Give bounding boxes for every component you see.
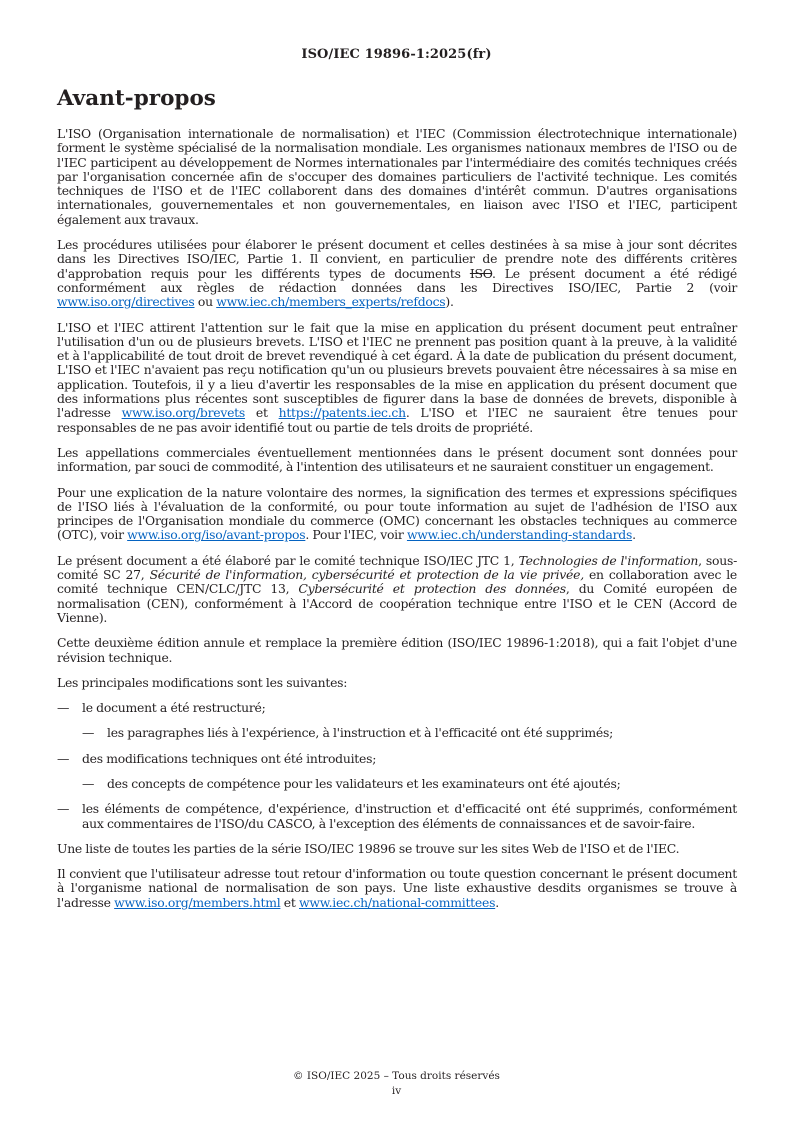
page-title: Avant-propos [57,86,216,111]
paragraph-6: Le présent document a été élaboré par le comité technique ISO/IEC JTC 1, Technologies de l'information, sous-comité SC 27, Sécurité de l'information, cybersécurité et protection de la vie privée, en collaboration avec le comité technique CEN/CLC/JTC 13, Cybersécurité et protection des données, du Comité européen de normalisation (CEN), conformément à l'Accord de coopération technique entre l'ISO et le CEN (Accord de Vienne). [57,552,738,625]
paragraph-4: Les appellations commerciales éventuellement mentionnées dans le présent document sont données pour information, par souci de commodité, à l'intention des utilisateurs et ne sauraient constituer un engagement. [57,444,737,475]
dash-marker: — [57,700,70,716]
paragraph-2: Les procédures utilisées pour élaborer le présent document et celles destinées à sa mise à jour sont décrites dans les Directives ISO/IEC, Partie 1. Il convient, en particulier de prendre note des différents critères d'approbation requis pour les différents types de documents ISO. Le présent document a été rédigé conformément aux règles de rédaction données dans les Directives ISO/IEC, Partie 2 (voir www.iso.org/directives ou www.iec.ch/members_experts/refdocs). [57,237,737,310]
link-iso-avant-propos[interactable]: www.iso.org/iso/avant-propos [127,527,306,543]
paragraph-8: Les principales modifications sont les suivantes: [57,674,348,690]
list-item: — des modifications techniques ont été introduites; [57,750,377,766]
link-iso-members[interactable]: www.iso.org/members.html [114,894,281,910]
dash-marker: — [57,801,70,817]
page-number: iv [391,1085,402,1097]
dash-marker: — [57,750,70,766]
paragraph-7: Cette deuxième édition annule et remplace la première édition (ISO/IEC 19896-1:2018), qui a fait l'objet d'une révision technique. [57,635,737,665]
paragraph-5: Pour une explication de la nature volontaire des normes, la signification des termes et expressions spécifiques de l'ISO liés à l'évaluation de la conformité, ou pour toute information au sujet de l'adhésion de l'ISO aux principes de l'Organisation mondiale du commerce (OMC) concernant les obstacles techniques au commerce (OTC), voir www.iso.org/iso/avant-propos. Pour l'IEC, voir www.iec.ch/understanding-standards. [57,484,737,543]
list-item: — le document a été restructuré; [57,700,266,716]
link-iec-patents[interactable]: https://patents.iec.ch [278,405,406,421]
paragraph-9: Une liste de toutes les parties de la série ISO/IEC 19896 se trouve sur les sites Web de l'ISO et de l'IEC. [57,840,680,856]
document-header: ISO/IEC 19896-1:2025(fr) [301,47,492,62]
list-item: — les paragraphes liés à l'expérience, à l'instruction et à l'efficacité ont été supprimés; [82,725,614,741]
link-iec-understanding-standards[interactable]: www.iec.ch/understanding-standards [406,527,633,543]
link-iec-national-committees[interactable]: www.iec.ch/national-committees [299,894,496,910]
dash-marker: — [82,725,95,741]
link-iso-directives[interactable]: www.iso.org/directives [57,294,195,310]
dash-marker: — [82,775,95,791]
link-iso-brevets[interactable]: www.iso.org/brevets [121,405,246,421]
page-footer [0,1069,793,1099]
paragraph-1: L'ISO (Organisation internationale de normalisation) et l'IEC (Commission électrotechnique internationale) forment le système spécialisé de la normalisation mondiale. Les organismes nationaux membres de l'ISO ou de l'IEC participent au développement de Normes internationales par l'intermédiaire des comités techniques créés par l'organisation concernée afin de s'occuper des domaines particuliers de l'activité technique. Les comités techniques de l'ISO et de l'IEC collaborent dans des domaines d'intérêt commun. D'autres organisations internationales, gouvernementales et non gouvernementales, en liaison avec l'ISO et l'IEC, participent également aux travaux. [57,126,737,227]
link-iec-refdocs[interactable]: www.iec.ch/members_experts/refdocs [216,294,446,310]
list-item: — les éléments de compétence, d'expérience, d'instruction et d'efficacité ont été supprimés, conformément aux commentaires de l'ISO/du CASCO, à l'exception des éléments de connaissances et de savoir-faire. [57,801,737,831]
list-item: — des concepts de compétence pour les validateurs et les examinateurs ont été ajoutés; [82,775,621,791]
paragraph-3: L'ISO et l'IEC attirent l'attention sur le fait que la mise en application du présent document peut entraîner l'utilisation d'un ou de plusieurs brevets. L'ISO et l'IEC ne prennent pas position quant à la preuve, à la validité et à l'applicabilité de tout droit de brevet revendiqué à cet égard. À la date de publication du présent document, L'ISO et l'IEC n'avaient pas reçu notification qu'un ou plusieurs brevets pouvaient être nécessaires à sa mise en application. Toutefois, il y a lieu d'avertir les responsables de la mise en application du présent document que des informations plus récentes sont susceptibles de figurer dans la base de données de brevets, disponible à l'adresse www.iso.org/brevets et https://patents.iec.ch. L'ISO et l'IEC ne sauraient être tenues pour responsables de ne pas avoir identifié tout ou partie de tels droits de propriété. [57,319,737,435]
paragraph-10: Il convient que l'utilisateur adresse tout retour d'information ou toute question concernant le présent document à l'organisme national de normalisation de son pays. Une liste exhaustive desdits organismes se trouve à l'adresse www.iso.org/members.html et www.iec.ch/national-committees. [57,866,737,910]
struck-text: ISO [469,265,492,281]
copyright-notice: © ISO/IEC 2025 – Tous droits réservés [293,1070,500,1082]
foreword-body [57,127,737,921]
